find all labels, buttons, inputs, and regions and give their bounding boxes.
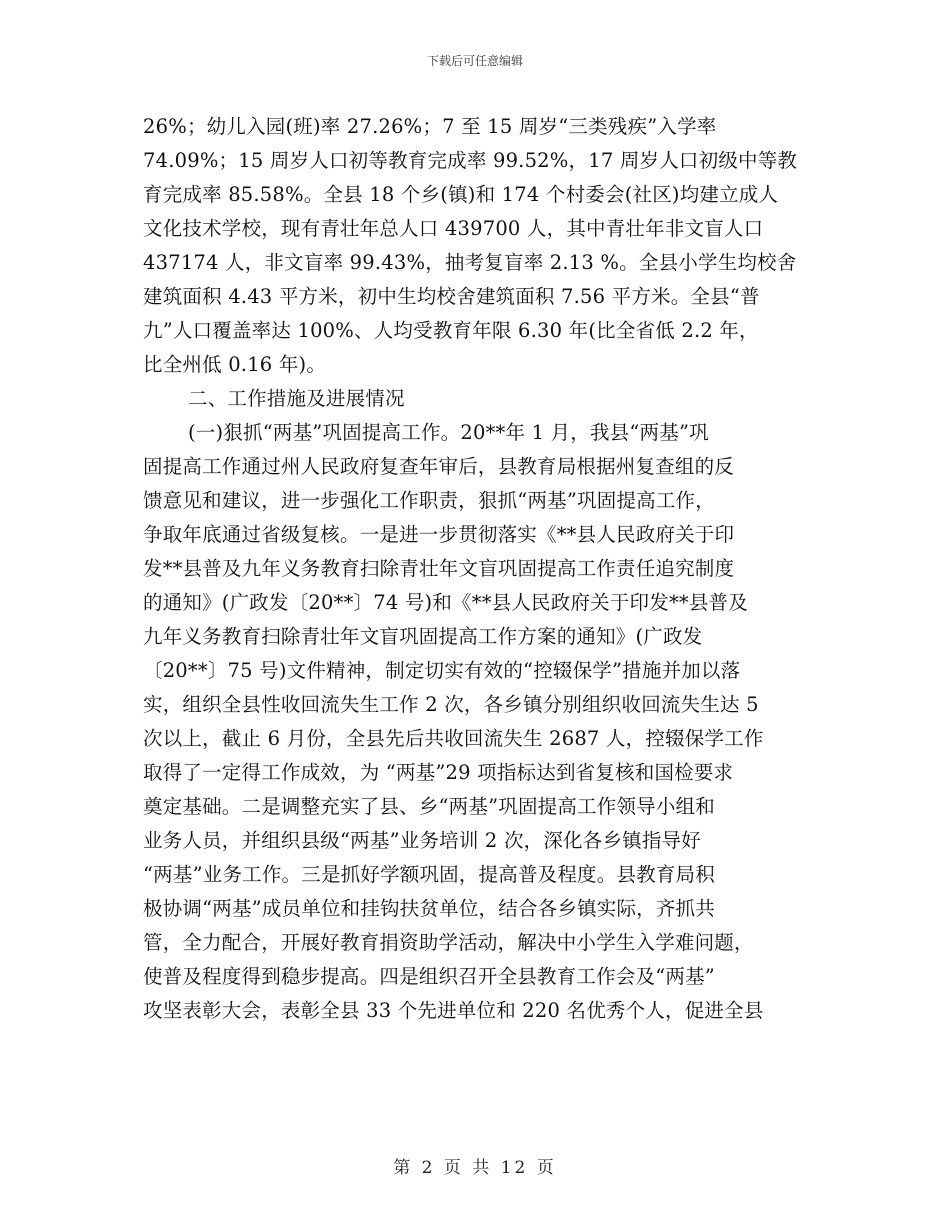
body-line: 固提高工作通过州人民政府复查年审后，县教育局根据州复查组的反: [143, 455, 735, 478]
body-line: 发**县普及九年义务教育扫除青壮年文盲巩固提高工作责任追究制度: [143, 557, 735, 580]
body-line: 437174 人，非文盲率 99.43%，抽考复盲率 2.13 %。全县小学生均校舍: [143, 251, 797, 274]
body-line: “两基”业务工作。三是抓好学额巩固，提高普及程度。县教育局积: [143, 863, 715, 886]
body-line: 奠定基础。二是调整充实了县、乡“两基”巩固提高工作领导小组和: [143, 795, 715, 818]
body-line: 九年义务教育扫除青壮年文盲巩固提高工作方案的通知》(广政发: [143, 625, 703, 648]
body-line: 攻坚表彰大会，表彰全县 33 个先进单位和 220 名优秀个人，促进全县: [143, 999, 764, 1022]
document-body: [143, 110, 811, 1028]
body-line: 极协调“两基”成员单位和挂钩扶贫单位，结合各乡镇实际，齐抓共: [143, 897, 715, 920]
body-line: 使普及程度得到稳步提高。四是组织召开全县教育工作会及“两基”: [143, 965, 715, 988]
section-heading: 二、工作措施及进展情况: [188, 387, 405, 410]
body-line: 建筑面积 4.43 平方米，初中生均校舍建筑面积 7.56 平方米。全县“普: [143, 285, 760, 308]
body-line: 实，组织全县性收回流失生工作 2 次，各乡镇分别组织收回流失生达 5: [143, 693, 759, 716]
body-line: 的通知》(广政发〔20**〕74 号)和《**县人民政府关于印发**县普及: [143, 591, 748, 614]
body-line: 74.09%；15 周岁人口初等教育完成率 99.52%，17 周岁人口初级中等教: [143, 149, 798, 172]
body-line: 〔20**〕75 号)文件精神，制定切实有效的“控辍保学”措施并加以落: [143, 659, 741, 682]
body-line: 比全州低 0.16 年)。: [143, 353, 327, 376]
body-line: 育完成率 85.58%。全县 18 个乡(镇)和 174 个村委会(社区)均建立成人: [143, 183, 779, 206]
body-line: 管，全力配合，开展好教育捐资助学活动，解决中小学生入学难问题，: [143, 931, 754, 954]
body-line: 业务人员，并组织县级“两基”业务培训 2 次，深化各乡镇指导好: [143, 829, 701, 852]
body-line: 馈意见和建议，进一步强化工作职责，狠抓“两基”巩固提高工作，: [143, 489, 715, 512]
body-line: 26%；幼儿入园(班)率 27.26%；7 至 15 周岁“三类残疾”入学率: [143, 115, 717, 138]
body-line: 次以上，截止 6 月份，全县先后共收回流失生 2687 人，控辍保学工作: [143, 727, 764, 750]
page-header: 下载后可任意编辑: [426, 54, 523, 68]
page-footer: 第 2 页 共 12 页: [393, 1158, 557, 1178]
body-line: (一)狠抓“两基”巩固提高工作。20**年 1 月，我县“两基”巩: [188, 421, 709, 444]
body-line: 争取年底通过省级复核。一是进一步贯彻落实《**县人民政府关于印: [143, 523, 735, 546]
body-line: 文化技术学校，现有青壮年总人口 439700 人，其中青壮年非文盲人口: [143, 217, 764, 240]
body-line: 九”人口覆盖率达 100%、人均受教育年限 6.30 年(比全省低 2.2 年，: [143, 319, 759, 342]
body-line: 取得了一定得工作成效，为 “两基”29 项指标达到省复核和国检要求: [143, 761, 734, 784]
